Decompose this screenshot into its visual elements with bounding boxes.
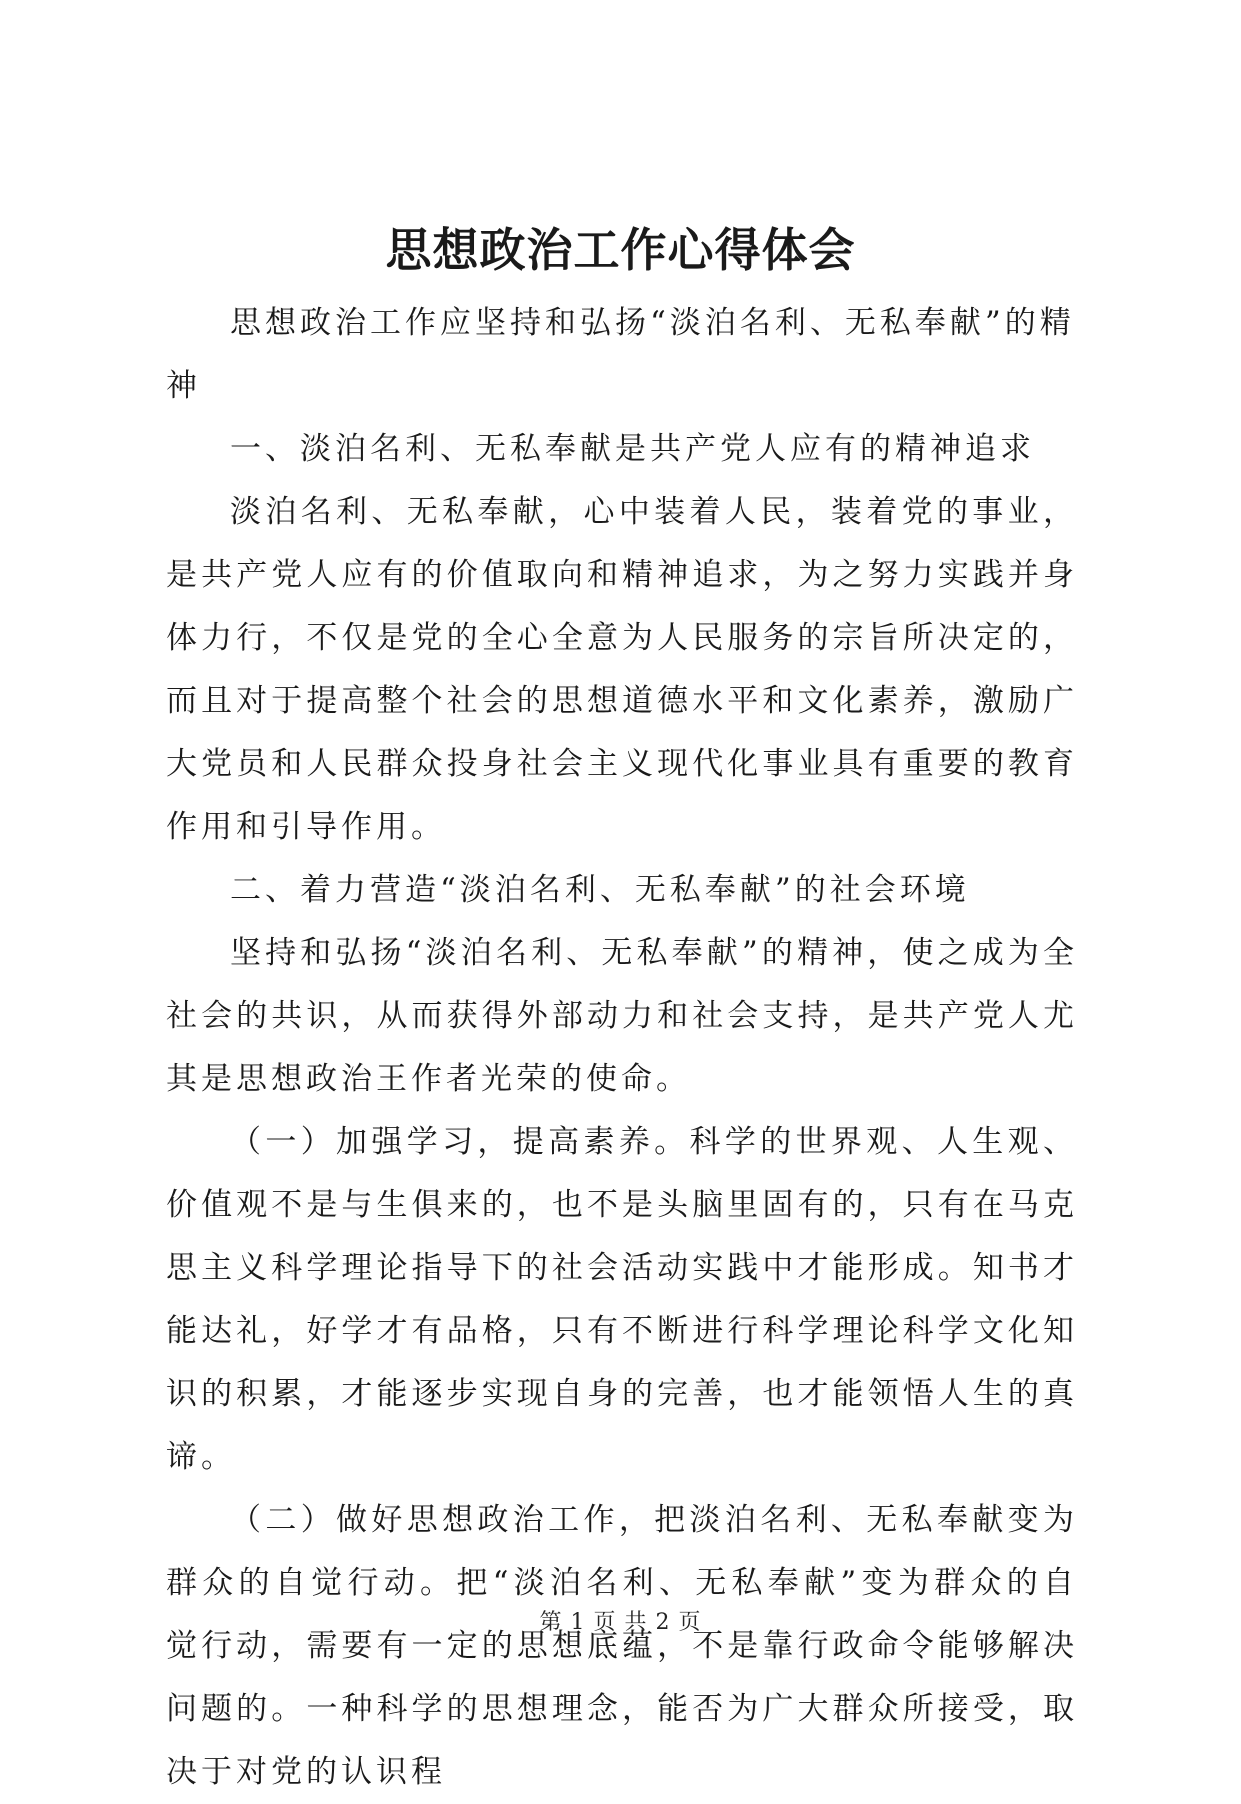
- paragraph-2: 坚持和弘扬“淡泊名利、无私奉献”的精神，使之成为全社会的共识，从而获得外部动力和社会支持，是共产党人尤其是思想政治王作者光荣的使命。: [166, 935, 1078, 1097]
- section-heading-2: 二、着力营造“淡泊名利、无私奉献”的社会环境: [230, 872, 970, 908]
- paragraph-4: （二）做好思想政治工作，把淡泊名利、无私奉献变为群众的自觉行动。把“淡泊名利、无私奉献”变为群众的自觉行动，需要有一定的思想底蕴，不是靠行政命令能够解决问题的。一种科学的思想理念，能否为广大群众所接受，取决于对党的认识程: [166, 1502, 1078, 1790]
- intro-heading: 思想政治工作应坚持和弘扬“淡泊名利、无私奉献”的精神: [166, 305, 1075, 404]
- paragraph-3: （一）加强学习，提高素养。科学的世界观、人生观、价值观不是与生俱来的，也不是头脑里固有的，只有在马克思主义科学理论指导下的社会活动实践中才能形成。知书才能达礼，好学才有品格，只有不断进行科学理论科学文化知识的积累，才能逐步实现自身的完善，也才能领悟人生的真谛。: [166, 1124, 1078, 1475]
- document-body: [166, 292, 1078, 1804]
- section-heading-1: 一、淡泊名利、无私奉献是共产党人应有的精神追求: [230, 431, 1035, 467]
- paragraph-1: 淡泊名利、无私奉献，心中装着人民，装着党的事业，是共产党人应有的价值取向和精神追求，为之努力实践并身体力行，不仅是党的全心全意为人民服务的宗旨所决定的，而且对于提高整个社会的思想道德水平和文化素养，激励广大党员和人民群众投身社会主义现代化事业具有重要的教育作用和引导作用。: [166, 494, 1078, 845]
- document-title: 思想政治工作心得体会: [385, 223, 856, 277]
- page-number-footer: 第 1 页 共 2 页: [539, 1610, 702, 1635]
